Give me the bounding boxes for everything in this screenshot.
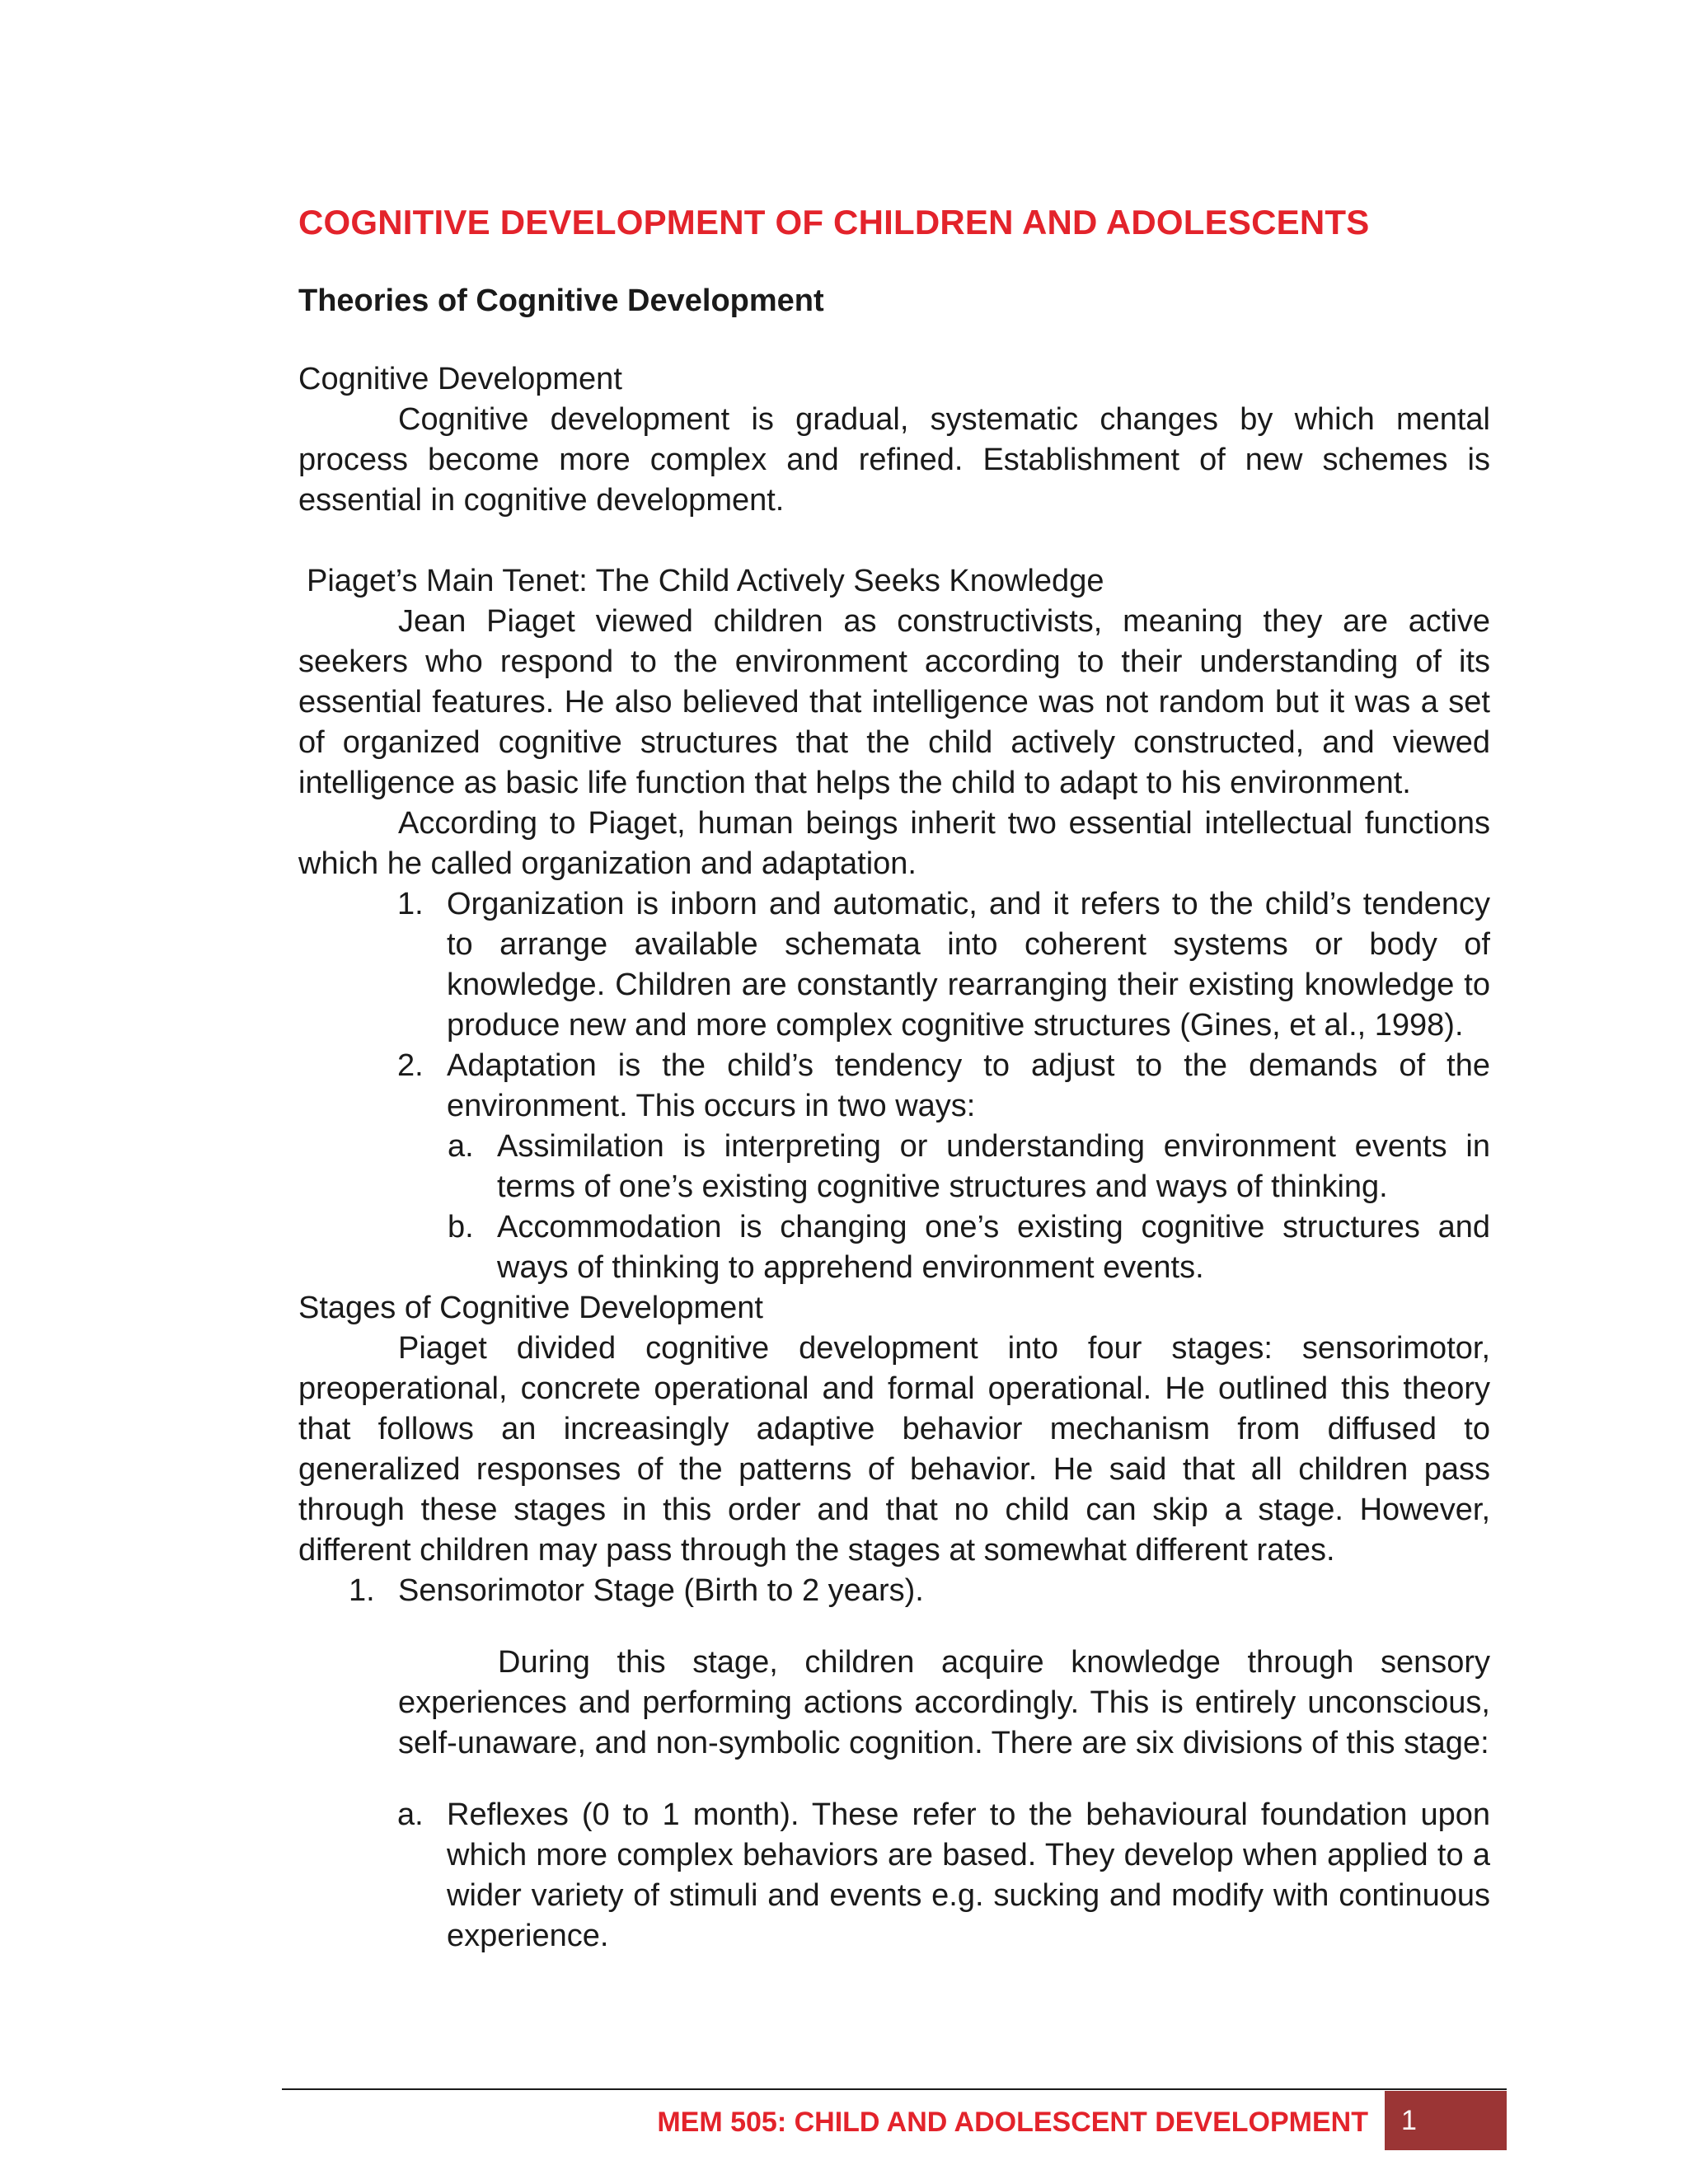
- list-marker: 1.: [397, 887, 424, 921]
- stage-title: Sensorimotor Stage (Birth to 2 years).: [398, 1573, 924, 1608]
- section-subtitle: Theories of Cognitive Development: [298, 284, 824, 318]
- list-item-text: Accommodation is changing one’s existing cognitive structures and ways of thinking to apprehend environment events.: [497, 1210, 1490, 1285]
- list-marker: 1.: [349, 1573, 375, 1608]
- paragraph-cognitive-development: Cognitive development is gradual, systematic changes by which mental process become more complex and refined. Establishment of new schemes is essential in cognitive development.: [298, 402, 1490, 518]
- document-title: COGNITIVE DEVELOPMENT OF CHILDREN AND ADOLESCENTS: [298, 203, 1370, 241]
- document-body: [298, 198, 1490, 1957]
- spacer: [298, 521, 1490, 561]
- sub-item-accommodation: [448, 1207, 1490, 1288]
- paragraph-piaget-functions: According to Piaget, human beings inherit two essential intellectual functions which he called organization and adaptation.: [298, 806, 1490, 881]
- heading-piaget-main-tenet: Piaget’s Main Tenet: The Child Actively Seeks Knowledge: [307, 564, 1104, 598]
- list-marker: a.: [448, 1129, 474, 1164]
- paragraph-sensorimotor: During this stage, children acquire knowledge through sensory experiences and performing actions accordingly. This is entirely unconscious, self-unaware, and non-symbolic cognition. There are six divisions of this stage:: [398, 1645, 1490, 1760]
- list-item-text: Adaptation is the child’s tendency to adjust to the demands of the environment. This occurs in two ways:: [447, 1048, 1490, 1123]
- heading-stages: Stages of Cognitive Development: [298, 1291, 763, 1325]
- list-item-adaptation: [397, 1046, 1490, 1127]
- heading-cognitive-development: Cognitive Development: [298, 362, 622, 396]
- list-item-text: Organization is inborn and automatic, and it refers to the child’s tendency to arrange available schemata into coherent systems or body of knowledge. Children are constantly rearranging their existing knowledge to produce new and more complex cognitive structures (Gines, et al., 1998).: [447, 887, 1490, 1043]
- list-marker: b.: [448, 1210, 474, 1244]
- list-item-text: Reflexes (0 to 1 month). These refer to the behavioural foundation upon which more complex behaviors are based. They develop when applied to a wider variety of stimuli and events e.g. sucking and modify with continuous experience.: [447, 1797, 1490, 1953]
- footer-divider: [282, 2088, 1507, 2090]
- paragraph-piaget-constructivists: Jean Piaget viewed children as constructivists, meaning they are active seekers who respond to the environment according to their understanding of its essential features. He also believed that intelligence was not random but it was a set of organized cognitive structures that the child actively constructed, and viewed intelligence as basic life function that helps the child to adapt to his environment.: [298, 604, 1490, 800]
- list-item-organization: [397, 884, 1490, 1046]
- stage-item-sensorimotor: [349, 1571, 1490, 1611]
- sub-item-assimilation: [448, 1127, 1490, 1207]
- footer-course-title: MEM 505: CHILD AND ADOLESCENT DEVELOPMENT: [657, 2107, 1368, 2138]
- list-item-text: Assimilation is interpreting or understanding environment events in terms of one’s existing cognitive structures and ways of thinking.: [497, 1129, 1490, 1204]
- sub-item-reflexes: [397, 1795, 1490, 1957]
- functions-list: [298, 884, 1490, 1288]
- paragraph-stages: Piaget divided cognitive development into four stages: sensorimotor, preoperational, concrete operational and formal operational. He outlined this theory that follows an increasingly adaptive behavior mechanism from diffused to generalized responses of the patterns of behavior. He said that all children pass through these stages in this order and that no child can skip a stage. However, different children may pass through the stages at somewhat different rates.: [298, 1331, 1490, 1568]
- list-marker: a.: [397, 1797, 424, 1832]
- list-marker: 2.: [397, 1048, 424, 1083]
- page-number: 1: [1385, 2091, 1507, 2150]
